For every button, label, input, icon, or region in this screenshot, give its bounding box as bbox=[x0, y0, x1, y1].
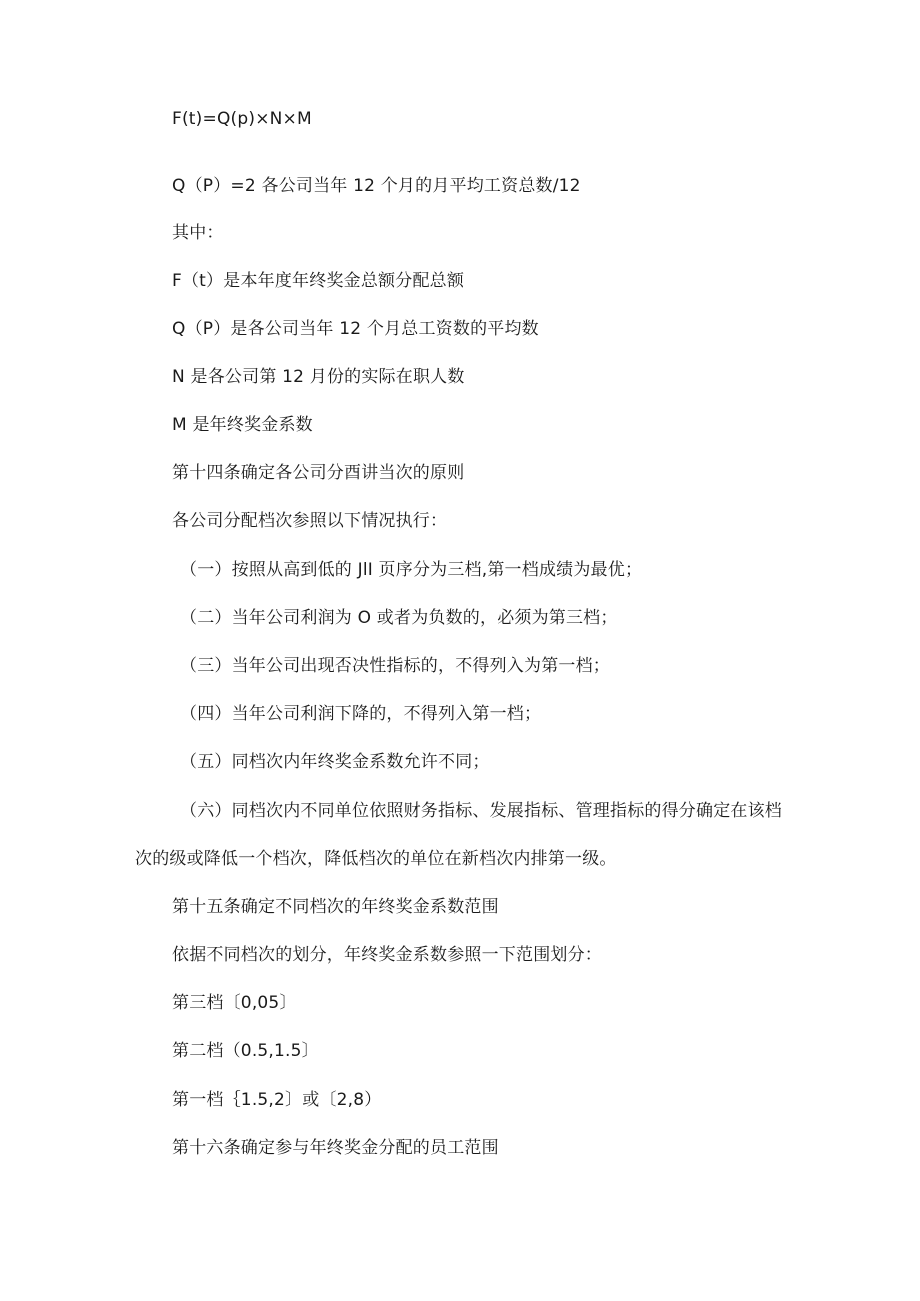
tier-three-range: 第三档〔0,05〕 bbox=[172, 993, 297, 1013]
article-14-item: （五）同档次内年终奖金系数允许不同； bbox=[180, 752, 490, 772]
article-16-title: 第十六条确定参与年终奖金分配的员工范围 bbox=[172, 1138, 499, 1158]
tier-one-range: 第一档｛1.5,2〕或〔2,8） bbox=[172, 1090, 382, 1110]
article-14-item-continuation: 次的级或降低一个档次，降低档次的单位在新档次内排第一级。 bbox=[135, 849, 617, 869]
definition-ft: F（t）是本年度年终奖金总额分配总额 bbox=[172, 271, 465, 291]
where-label: 其中： bbox=[172, 223, 224, 243]
article-14-item: （一）按照从高到低的 JlI 页序分为三档,第一档成绩为最优； bbox=[180, 560, 643, 580]
article-14-item: （三）当年公司出现否决性指标的，不得列入为第一档； bbox=[180, 656, 610, 676]
article-15-title: 第十五条确定不同档次的年终奖金系数范围 bbox=[172, 897, 499, 917]
article-14-title: 第十四条确定各公司分酉讲当次的原则 bbox=[172, 463, 465, 483]
article-14-intro: 各公司分配档次参照以下情况执行： bbox=[172, 511, 448, 531]
definition-m: M 是年终奖金系数 bbox=[172, 415, 313, 435]
article-14-item: （四）当年公司利润下降的，不得列入第一档； bbox=[180, 704, 542, 724]
definition-qp: Q（P）是各公司当年 12 个月总工资数的平均数 bbox=[172, 319, 539, 339]
article-14-item: （六）同档次内不同单位依照财务指标、发展指标、管理指标的得分确定在该档 bbox=[180, 801, 782, 821]
article-15-intro: 依据不同档次的划分，年终奖金系数参照一下范围划分： bbox=[172, 945, 602, 965]
tier-two-range: 第二档（0.5,1.5〕 bbox=[172, 1041, 319, 1061]
formula-qp: Q（P）=2 各公司当年 12 个月的月平均工资总数/12 bbox=[172, 176, 581, 196]
formula-ft: F(t)=Q(p)×N×M bbox=[172, 109, 312, 129]
definition-n: N 是各公司第 12 月份的实际在职人数 bbox=[172, 367, 465, 387]
article-14-item: （二）当年公司利润为 O 或者为负数的，必须为第三档； bbox=[180, 608, 618, 628]
